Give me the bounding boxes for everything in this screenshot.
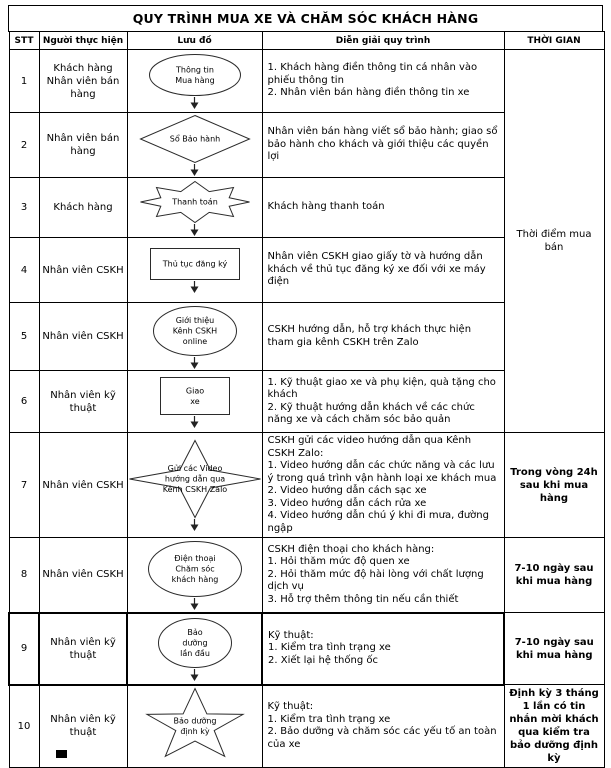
actor-line: Nhân viên bán hàng <box>46 133 120 157</box>
header-flowchart: Lưu đồ <box>127 32 262 50</box>
process-table <box>8 31 605 768</box>
desc-line: 1. Kiểm tra tình trạng xe <box>267 713 391 725</box>
description-cell <box>262 113 504 178</box>
stt-cell <box>9 238 39 303</box>
actor-line: Nhân viên CSKH <box>42 479 124 491</box>
time-text: Định kỳ 3 tháng 1 lần có tin nhắn mời khách qua kiểm tra bảo dưỡng định kỳ <box>509 688 599 764</box>
actor-cell <box>39 433 127 538</box>
flowchart-shape-ellipse <box>148 53 242 97</box>
process-row <box>9 50 604 113</box>
actor-cell <box>39 238 127 303</box>
description-cell <box>262 433 504 538</box>
desc-line: 2. Hỏi thăm mức độ hài lòng với chất lượng dịch vụ <box>267 568 484 592</box>
desc-line: 1. Kỹ thuật giao xe và phụ kiện, quà tặng cho khách <box>267 376 496 400</box>
time-cell <box>504 538 604 613</box>
actor-line: Nhân viên kỹ thuật <box>50 714 116 739</box>
flowchart-shape-rect <box>159 376 231 416</box>
shape-label: lần đầu <box>179 648 210 658</box>
shape-label: Chăm sóc <box>174 564 215 574</box>
shape-label: Sổ Bảo hành <box>169 134 220 144</box>
description-cell <box>262 613 504 685</box>
description-cell <box>262 371 504 433</box>
shape-label: khách hàng <box>171 574 218 584</box>
page-title <box>8 5 603 32</box>
description-cell <box>262 538 504 613</box>
header-actor: Người thực hiện <box>39 32 127 50</box>
actor-line: Nhân viên kỹ thuật <box>50 636 116 661</box>
stt-number: 2 <box>20 139 28 151</box>
process-row <box>9 433 604 538</box>
stt-number: 7 <box>20 479 28 491</box>
header-time: THỜI GIAN <box>504 32 604 50</box>
desc-line: 2. Bảo dưỡng và chăm sóc các yếu tố an toàn của xe <box>267 726 497 750</box>
desc-line: CSKH điện thoại cho khách hàng: <box>267 543 435 555</box>
down-arrow-icon <box>189 519 200 531</box>
down-arrow-icon <box>189 97 200 109</box>
actor-cell <box>39 685 127 768</box>
description-cell <box>262 178 504 238</box>
header-row <box>9 32 604 50</box>
flowchart-shape-star4 <box>128 439 262 519</box>
desc-line: CSKH hướng dẫn, hỗ trợ khách thực hiện tham gia kênh CSKH trên Zalo <box>267 324 472 348</box>
down-arrow-icon <box>189 357 200 369</box>
actor-cell <box>39 178 127 238</box>
process-row <box>9 685 604 768</box>
time-cell <box>504 50 604 433</box>
shape-label: Kênh CSKH Zalo <box>162 485 227 494</box>
page-artifact-mark <box>56 750 67 758</box>
stt-cell <box>9 113 39 178</box>
actor-line: Nhân viên CSKH <box>42 331 124 342</box>
stt-number: 5 <box>20 331 28 342</box>
desc-line: 2. Nhân viên bán hàng điền thông tin xe <box>267 87 470 99</box>
stt-cell <box>9 50 39 113</box>
shape-label: online <box>182 336 207 346</box>
down-arrow-icon <box>189 281 200 293</box>
desc-line: Kỹ thuật: <box>268 629 314 641</box>
description-cell <box>262 238 504 303</box>
flowchart-shape-rect <box>149 247 241 281</box>
process-row <box>9 538 604 613</box>
process-row <box>9 613 604 685</box>
desc-line: Kỹ thuật: <box>267 701 314 713</box>
page-title-text: QUY TRÌNH MUA XE VÀ CHĂM SÓC KHÁCH HÀNG <box>132 11 479 26</box>
shape-label: Giao <box>185 385 204 395</box>
description-cell <box>262 303 504 371</box>
stt-number: 8 <box>20 569 28 581</box>
actor-cell <box>39 613 127 685</box>
down-arrow-icon <box>189 164 200 176</box>
desc-line: Nhân viên bán hàng viết sổ bảo hành; giao sổ bảo hành cho khách và giới thiệu các quyền lợi <box>267 126 498 163</box>
flowchart-cell <box>127 113 262 178</box>
flowchart-cell <box>127 178 262 238</box>
shape-label: Bảo dưỡng <box>172 716 217 726</box>
shape-label: xe <box>189 396 200 406</box>
flowchart-shape-diamond <box>139 114 251 164</box>
desc-line: 2. Xiết lại hệ thống ốc <box>268 654 378 666</box>
actor-line: Khách hàng <box>53 202 113 213</box>
stt-number: 6 <box>20 396 28 407</box>
description-cell <box>262 685 504 768</box>
stt-number: 9 <box>20 643 28 654</box>
flowchart-cell <box>127 538 262 613</box>
desc-line: 3. Video hướng dẫn cách rửa xe <box>267 497 427 509</box>
shape-label: Kênh CSKH <box>172 326 217 335</box>
shape-label: hướng dẫn qua <box>164 474 225 484</box>
flowchart-cell <box>127 685 262 768</box>
header-stt: STT <box>9 32 39 50</box>
flowchart-cell <box>127 50 262 113</box>
stt-number: 4 <box>20 264 28 276</box>
desc-line: 1. Video hướng dẫn các chức năng và các lưu ý trong quá trình vận hành loại xe khách mua <box>267 460 497 484</box>
shape-label: định kỳ <box>179 727 210 737</box>
time-text: 7-10 ngày sau khi mua hàng <box>514 563 594 587</box>
stt-cell <box>9 303 39 371</box>
flowchart-shape-ellipse <box>157 617 233 669</box>
stt-number: 3 <box>20 202 28 213</box>
flowchart-cell <box>127 371 262 433</box>
time-text: Thời điểm mua bán <box>516 229 592 253</box>
flowchart-shape-star5 <box>143 687 247 765</box>
time-text: 7-10 ngày sau khi mua hàng <box>514 636 594 661</box>
description-cell <box>262 50 504 113</box>
shape-label: Thanh toán <box>171 197 218 206</box>
actor-line: Nhân viên kỹ thuật <box>50 389 116 414</box>
flowchart-cell <box>127 238 262 303</box>
flowchart-shape-ellipse <box>147 540 243 598</box>
time-cell <box>504 685 604 768</box>
desc-line: CSKH gửi các video hướng dẫn qua Kênh CSKH Zalo: <box>267 435 472 459</box>
desc-line: 2. Kỹ thuật hướng dẫn khách về các chức năng xe và cách chăm sóc bảo quản <box>267 401 475 425</box>
shape-label: Gửi các Video <box>167 464 222 473</box>
desc-line: 3. Hỗ trợ thêm thông tin nếu cần thiết <box>267 593 459 605</box>
desc-line: 1. Khách hàng điền thông tin cá nhân vào phiếu thông tin <box>267 62 478 86</box>
stt-cell <box>9 613 39 685</box>
actor-cell <box>39 113 127 178</box>
desc-line: 2. Video hướng dẫn cách sạc xe <box>267 485 427 496</box>
process-table-body <box>9 50 604 768</box>
down-arrow-icon <box>189 224 200 236</box>
time-cell <box>504 433 604 538</box>
stt-cell <box>9 538 39 613</box>
shape-label: Thủ tục đăng ký <box>162 259 227 269</box>
desc-line: 1. Kiểm tra tình trạng xe <box>268 642 391 654</box>
shape-label: Mua hàng <box>174 75 215 85</box>
flowchart-shape-burst8 <box>139 180 251 224</box>
stt-cell <box>9 178 39 238</box>
time-cell <box>504 613 604 685</box>
actor-cell <box>39 50 127 113</box>
down-arrow-icon <box>189 598 200 610</box>
down-arrow-icon <box>189 669 200 681</box>
actor-cell <box>39 371 127 433</box>
header-description: Diễn giải quy trình <box>262 32 504 50</box>
flowchart-cell <box>127 433 262 538</box>
actor-cell <box>39 303 127 371</box>
flowchart-cell <box>127 303 262 371</box>
down-arrow-icon <box>189 416 200 428</box>
actor-line: Nhân viên bán hàng <box>46 75 120 100</box>
shape-label: Điện thoại <box>173 553 216 563</box>
desc-line: Nhân viên CSKH giao giấy tờ và hướng dẫn khách về thủ tục đăng ký xe đối với xe máy điện <box>267 251 486 288</box>
stt-cell <box>9 433 39 538</box>
actor-line: Khách hàng <box>53 62 113 74</box>
stt-number: 1 <box>20 75 28 87</box>
stt-cell <box>9 685 39 768</box>
shape-label: dưỡng <box>181 638 208 647</box>
flowchart-cell <box>127 613 262 685</box>
actor-line: Nhân viên CSKH <box>42 264 124 276</box>
flowchart-shape-ellipse <box>152 305 238 357</box>
shape-label: Bảo <box>186 627 203 637</box>
actor-cell <box>39 538 127 613</box>
stt-cell <box>9 371 39 433</box>
shape-label: Giới thiệu <box>175 315 214 325</box>
stt-number: 10 <box>17 720 31 732</box>
time-text: Trong vòng 24h sau khi mua hàng <box>510 466 598 504</box>
desc-line: Khách hàng thanh toán <box>267 201 385 213</box>
shape-label: Thông tin <box>175 65 214 75</box>
actor-line: Nhân viên CSKH <box>42 569 124 581</box>
desc-line: 4. Video hướng dẫn chú ý khi đi mưa, đường ngập <box>267 510 489 534</box>
desc-line: 1. Hỏi thăm mức độ quen xe <box>267 556 410 567</box>
